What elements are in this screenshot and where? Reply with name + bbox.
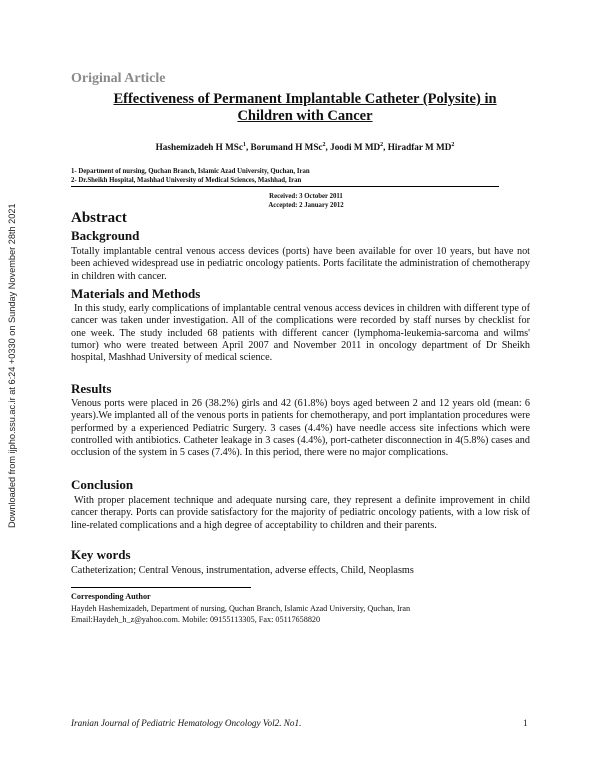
corresponding-address: Haydeh Hashemizadeh, Department of nursing, Quchan Branch, Islamic Azad University, Quchan, Iran (71, 604, 411, 613)
article-title-line-1: Effectiveness of Permanent Implantable Catheter (Polysite) in (113, 91, 497, 107)
keywords-heading: Key words (71, 547, 131, 562)
abstract-heading: Abstract (71, 210, 127, 226)
author-affiliation-mark: 2 (451, 142, 455, 148)
article-type-label: Original Article (71, 71, 166, 86)
methods-heading: Materials and Methods (71, 286, 201, 301)
author-name: Borumand H MSc (250, 142, 323, 153)
affiliation-1: 1- Department of nursing, Quchan Branch, Islamic Azad University, Quchan, Iran (71, 168, 310, 175)
article-dates (71, 193, 541, 210)
article-title-line-2: Children with Cancer (237, 108, 373, 124)
affiliation-2: 2- Dr.Sheikh Hospital, Mashhad University of Medical Sciences, Mashhad, Iran (71, 177, 302, 184)
accepted-date: Accepted: 2 January 2012 (268, 201, 344, 209)
corresponding-heading: Corresponding Author (71, 592, 151, 601)
author-affiliation-mark: 2 (322, 142, 326, 148)
author-name: Joodi M MD (330, 142, 381, 153)
download-watermark (6, 160, 20, 530)
author-name: Hiradfar M MD (387, 142, 452, 153)
download-watermark-text: Downloaded from ijpho.ssu.ac.ir at 6:24 +0330 on Sunday November 28th 2021 (7, 203, 17, 528)
conclusion-heading: Conclusion (71, 477, 134, 492)
affiliations (71, 167, 310, 185)
journal-footer: Iranian Journal of Pediatric Hematology Oncology Vol2. No1. (71, 718, 302, 728)
author-name: Hashemizadeh H MSc (155, 142, 243, 153)
corresponding-divider (71, 587, 251, 588)
author-affiliation-mark: 1 (242, 142, 246, 148)
author-list: Hashemizadeh H MSc$^1$, Borumand H MSc$^2$, Joodi M $MD^2$, Hiradfar M $MD^2$ (155, 142, 455, 153)
results-heading: Results (71, 381, 112, 396)
methods-text: In this study, early complications of implantable central venous access devices in children with different type of cancer was taken under investigation. All of the complications were recorded by staff nurses by checklist for one week. The study included 68 patients with different cancer (lymphoma-leukemia-sarcoma and wilms' tumor) who were treated between April 2007 and November 2011 in oncology department of Dr Sheikh hospital, Mashhad University of medical science. (71, 303, 530, 364)
conclusion-text: With proper placement technique and adequate nursing care, they represent a definite improvement in child cancer therapy. Ports can provide satisfactory for the majority of pediatric oncology patients, with a low risk of line-related complications and a high degree of acceptability to children and their parents. (71, 495, 530, 531)
header-divider (71, 186, 499, 187)
background-heading: Background (71, 228, 140, 243)
author-affiliation-mark: 2 (380, 142, 384, 148)
article-title (70, 91, 540, 125)
corresponding-details (71, 603, 410, 625)
page-number: 1 (523, 718, 528, 728)
background-text: Totally implantable central venous access devices (ports) have been available for over 10 years, but have not been achieved widespread use in pediatric oncology patients. Ports facilitate the administration of chemotherapy in children with cancer. (71, 246, 530, 282)
keywords-text: Catheterization; Central Venous, instrumentation, adverse effects, Child, Neoplasms (71, 565, 414, 576)
received-date: Received: 3 October 2011 (269, 193, 343, 200)
results-text: Venous ports were placed in 26 (38.2%) girls and 42 (61.8%) boys aged between 2 and 12 years old (mean: 6 years).We implanted all of the venous ports in patients for chemotherapy, and port implantation procedures were performed by a experienced Pediatric Surgery. 3 cases (4.4%) have needle access site infections which were controlled with antibiotics. Catheter leakage in 3 cases (4.4%), port-catheter disconnection in 4(5.8%) cases and occlusion of the system in 5 cases (7.4%). In this period, there were no major complications. (71, 398, 530, 459)
corresponding-contact: Email:Haydeh_h_z@yahoo.com. Mobile: 09155113305, Fax: 05117658820 (71, 615, 321, 624)
